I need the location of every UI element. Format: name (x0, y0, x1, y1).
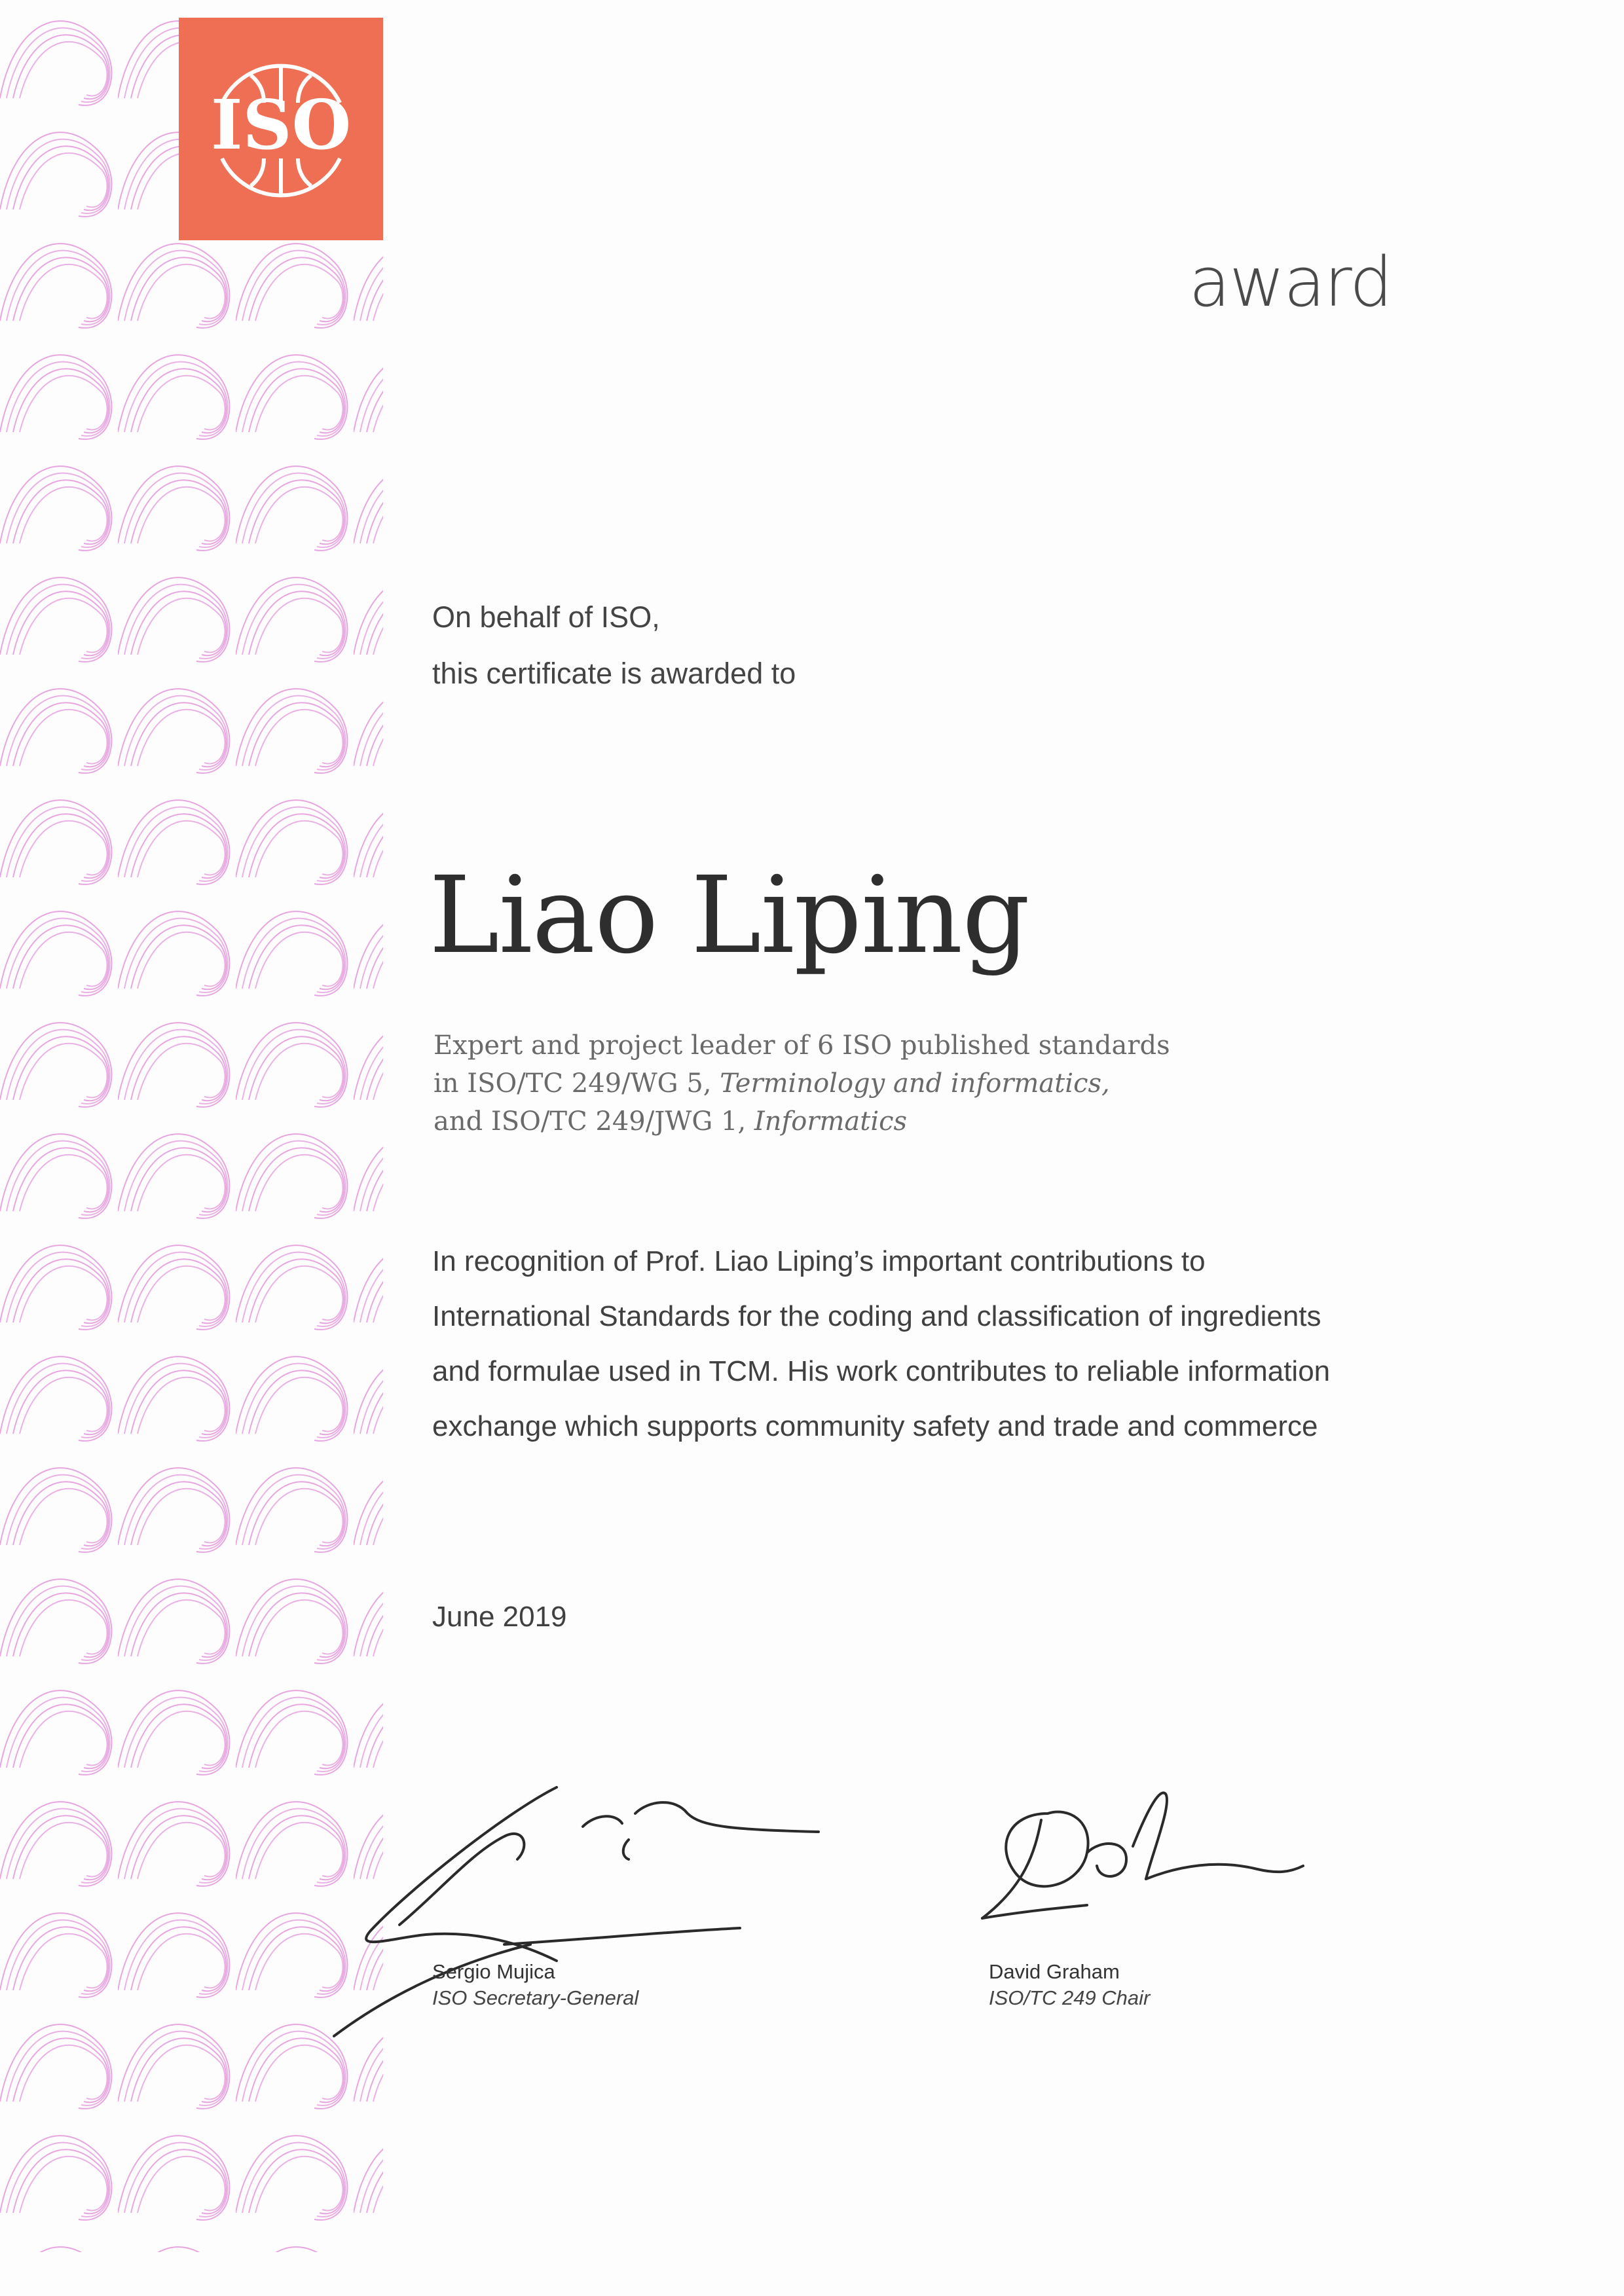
award-date: June 2019 (432, 1601, 567, 1633)
role-line-3 (434, 1102, 1170, 1140)
role-line-2 (434, 1065, 1170, 1102)
signatory-right (989, 1959, 1150, 2011)
iso-logo-text: ISO (210, 84, 352, 165)
role-line-1: Expert and project leader of 6 ISO published standards (434, 1030, 1170, 1061)
signatory-title: ISO/TC 249 Chair (989, 1986, 1151, 2009)
citation-line: International Standards for the coding and classification of ingredients (432, 1300, 1321, 1332)
intro-line-1: On behalf of ISO, (432, 600, 660, 634)
citation-text (432, 1234, 1330, 1454)
signatory-title: ISO Secretary-General (432, 1986, 639, 2009)
role-line-2-italic: Terminology and informatics, (720, 1068, 1110, 1099)
document-type-title: award (1189, 242, 1392, 322)
role-line-3-italic: Informatics (754, 1106, 908, 1137)
signatory-name: David Graham (989, 1960, 1120, 1983)
guilloche-pattern (0, 0, 383, 2252)
citation-line: and formulae used in TCM. His work contributes to reliable information (432, 1355, 1331, 1387)
iso-logo (179, 18, 383, 240)
citation-line: In recognition of Prof. Liao Liping’s important contributions to (432, 1245, 1206, 1277)
citation-line: exchange which supports community safety and trade and commerce (432, 1410, 1318, 1442)
signatory-name: Sergio Mujica (432, 1960, 555, 1983)
recipient-role (434, 1027, 1170, 1140)
intro-line-2: this certificate is awarded to (432, 657, 796, 690)
role-line-3-prefix: and ISO/TC 249/JWG 1, (434, 1106, 754, 1137)
signature-right-image (969, 1774, 1323, 1944)
intro-text (432, 589, 796, 702)
role-line-2-prefix: in ISO/TC 249/WG 5, (434, 1068, 720, 1099)
recipient-name: Liao Liping (429, 854, 1029, 977)
signatory-left (432, 1959, 638, 2011)
